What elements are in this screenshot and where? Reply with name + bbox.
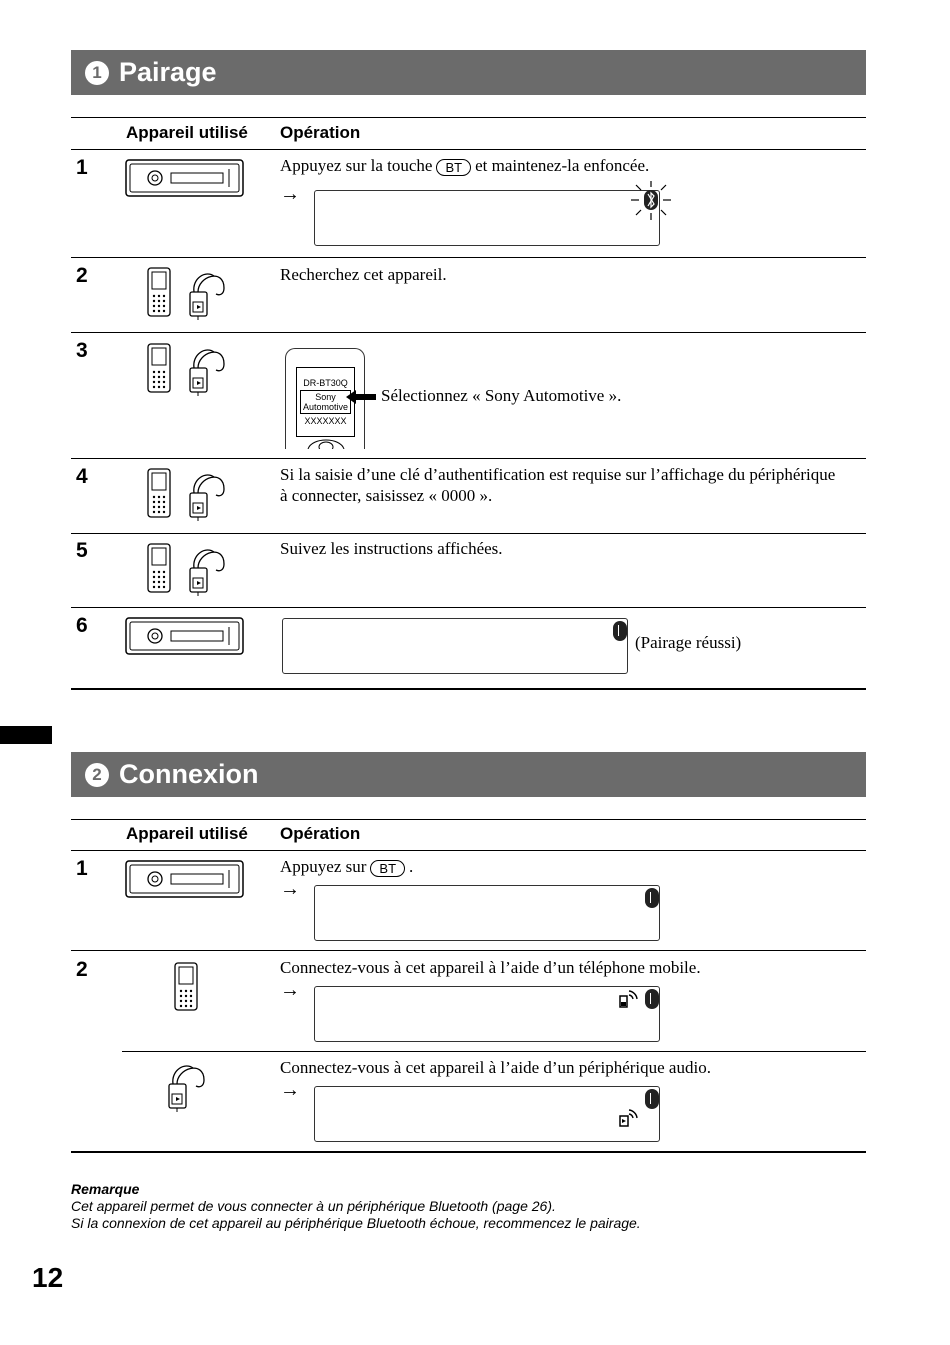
- column-header-operation: Opération: [280, 123, 361, 142]
- note-line: Si la connexion de cet appareil au périphérique Bluetooth échoue, recommencez le pairage.: [71, 1215, 641, 1231]
- section-number: 1: [85, 61, 109, 85]
- display-panel: [314, 986, 660, 1042]
- bluetooth-icon: [613, 621, 627, 641]
- note-line: Cet appareil permet de vous connecter à un périphérique Bluetooth (page 26).: [71, 1198, 556, 1214]
- step-instruction: [280, 856, 413, 877]
- table-bottom-rule: [71, 688, 866, 690]
- phone-and-audio-device-icon: [146, 467, 228, 521]
- section-title: Pairage: [119, 57, 217, 87]
- step-instruction: Suivez les instructions affichées.: [280, 539, 503, 558]
- section-header-connexion: [71, 752, 866, 797]
- phone-screen-line: DR-BT30Q: [303, 378, 348, 388]
- row-rule: [71, 458, 866, 459]
- section-header-pairage: [71, 50, 866, 95]
- row-rule: [71, 607, 866, 608]
- step-instruction: Connectez-vous à cet appareil à l’aide d’un téléphone mobile.: [280, 958, 701, 977]
- row-rule: [122, 1051, 866, 1052]
- step-number: 2: [76, 264, 88, 287]
- section-title: Connexion: [119, 759, 259, 789]
- instruction-text: Appuyez sur la touche: [280, 156, 433, 175]
- audio-device-icon: [166, 1062, 208, 1114]
- column-header-device: Appareil utilisé: [126, 123, 248, 142]
- phone-selected-item: [300, 390, 351, 414]
- phone-connected-icon: [618, 989, 638, 1009]
- table-top-rule: [71, 117, 866, 118]
- row-rule: [71, 533, 866, 534]
- column-header-device: Appareil utilisé: [126, 824, 248, 843]
- display-panel: [314, 885, 660, 941]
- phone-screen-line: XXXXXXX: [304, 416, 347, 426]
- car-stereo-icon: [125, 159, 244, 197]
- row-rule: [71, 257, 866, 258]
- step-instruction: [280, 155, 649, 176]
- audio-connected-icon: [618, 1108, 638, 1128]
- bluetooth-icon: [645, 1089, 659, 1109]
- car-stereo-icon: [125, 617, 244, 655]
- step-number: 2: [76, 958, 88, 981]
- instruction-text: Appuyez sur: [280, 857, 367, 876]
- section-number: 2: [85, 763, 109, 787]
- step-number: 3: [76, 339, 88, 362]
- step-number: 1: [76, 156, 88, 179]
- instruction-text: et maintenez-la enfoncée.: [475, 156, 650, 175]
- bluetooth-icon: [645, 989, 659, 1009]
- page-tab-marker: [0, 726, 52, 744]
- bluetooth-icon: [645, 888, 659, 908]
- result-arrow: →: [280, 1079, 300, 1101]
- bt-key: BT: [370, 860, 405, 877]
- display-panel: [314, 190, 660, 246]
- result-arrow: →: [280, 878, 300, 900]
- step-number: 6: [76, 614, 88, 637]
- phone-and-audio-device-icon: [146, 342, 228, 396]
- display-panel: [314, 1086, 660, 1142]
- mobile-phone-icon: [173, 962, 199, 1012]
- step-instruction: Recherchez cet appareil.: [280, 265, 447, 284]
- phone-and-audio-device-icon: [146, 266, 228, 320]
- phone-screen-line: Sony: [315, 392, 336, 402]
- step-number: 1: [76, 857, 88, 880]
- table-top-rule: [71, 819, 866, 820]
- header-rule: [71, 850, 866, 851]
- note-title: Remarque: [71, 1181, 140, 1197]
- car-stereo-icon: [125, 860, 244, 898]
- step-result-text: (Pairage réussi): [635, 633, 742, 652]
- phone-and-audio-device-icon: [146, 542, 228, 596]
- phone-screen-line: Automotive: [302, 402, 349, 412]
- bt-key: BT: [436, 159, 471, 176]
- table-bottom-rule: [71, 1151, 866, 1153]
- bluetooth-blinking-icon: [629, 180, 673, 222]
- page-number: 12: [32, 1262, 64, 1293]
- row-rule: [71, 950, 866, 951]
- column-header-operation: Opération: [280, 824, 361, 843]
- result-arrow: →: [280, 979, 300, 1001]
- row-rule: [71, 332, 866, 333]
- phone-navigation-pad: [306, 435, 346, 449]
- step-number: 5: [76, 539, 88, 562]
- instruction-text: .: [409, 857, 414, 876]
- step-instruction: Sélectionnez « Sony Automotive ».: [381, 386, 622, 405]
- display-panel: [282, 618, 628, 674]
- result-arrow: →: [280, 183, 300, 205]
- header-rule: [71, 149, 866, 150]
- step-instruction: Si la saisie d’une clé d’authentification est requise sur l’affichage du périphérique à connecter, saisissez « 0000 ».: [280, 465, 836, 505]
- pointer-arrow-icon: [346, 390, 376, 404]
- step-instruction: Connectez-vous à cet appareil à l’aide d’un périphérique audio.: [280, 1058, 711, 1077]
- step-number: 4: [76, 465, 88, 488]
